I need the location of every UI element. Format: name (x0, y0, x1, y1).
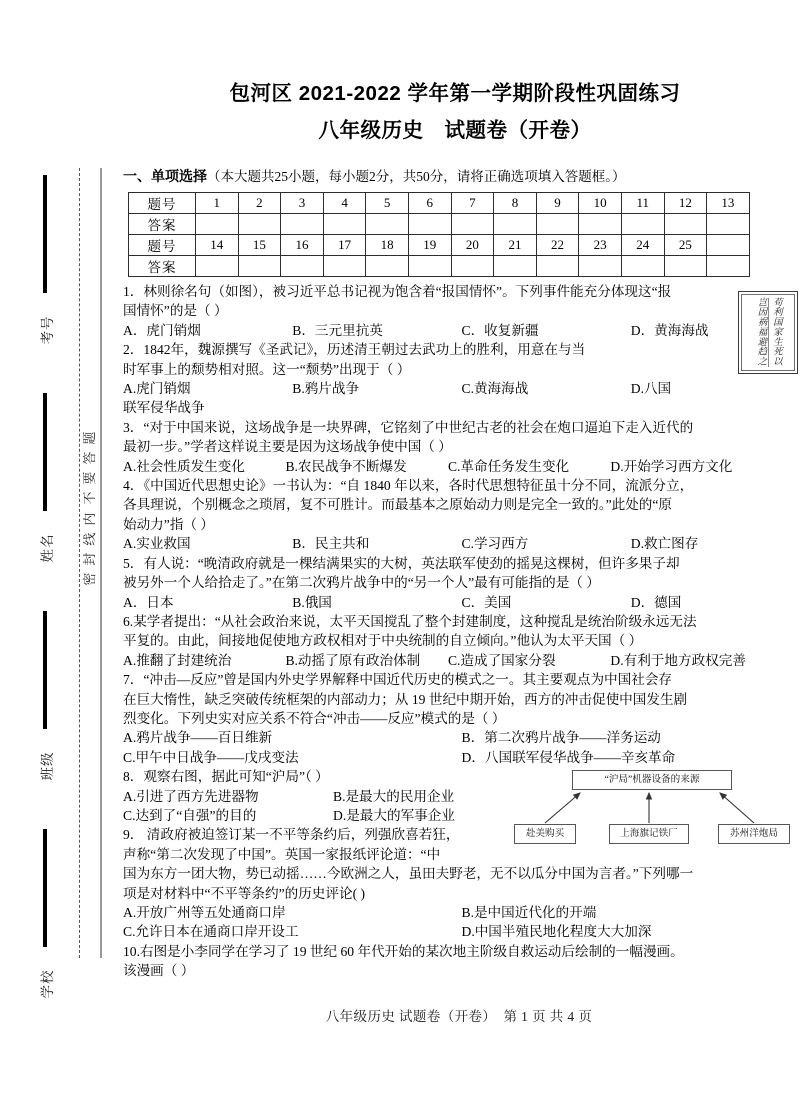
answer-input-cell[interactable] (664, 214, 707, 235)
question-stem: 6.某学者提出：“从社会政治来说，太平天国搅乱了整个封建制度，这种搅乱是统治阶级永远无法 (123, 613, 697, 629)
question-10 (123, 942, 800, 981)
question-stem: 声称“第二次发现了中国”。英国一家报纸评论道：“中 (123, 846, 441, 862)
seal-char: 线 (81, 532, 97, 546)
seal-rule (43, 393, 47, 511)
option-d[interactable]: D．德国 (630, 594, 682, 610)
option-row (123, 651, 800, 670)
table-cell: 9 (536, 193, 579, 214)
answer-input-cell[interactable] (408, 256, 451, 277)
answer-input-cell[interactable] (579, 214, 622, 235)
section-label: 一、单项选择 (123, 168, 207, 184)
option-c[interactable]: C.造成了国家分裂 (447, 652, 556, 668)
seal-label-class: 班级 (40, 751, 55, 781)
table-row (129, 193, 750, 214)
option-c[interactable]: C.学习西方 (461, 536, 529, 552)
table-cell: 6 (408, 193, 451, 214)
option-d[interactable]: D.中国半殖民地化程度大大加深 (461, 924, 652, 940)
calligraphy-divider (768, 298, 769, 367)
option-d[interactable]: D．八国联军侵华战争——辛亥革命 (461, 749, 676, 765)
question-stem: 在巨大惰性，缺乏突破传统框架的内部动力；从 19 世纪中期开始，西方的冲击促使中国发生剧 (123, 691, 688, 707)
question-stem: 4．《中国近代思想史论》一书认为：“自 1840 年以来，各时代思想特征虽十分不同，流派分立， (123, 478, 694, 494)
table-cell: 18 (366, 235, 409, 256)
answer-input-cell[interactable] (366, 256, 409, 277)
option-row (123, 321, 800, 340)
question-stem: 1．林则徐名句（如图），被习近平总书记视为饱含着“报国情怀”。下列事件能充分体现这“报 (123, 284, 672, 299)
table-cell: 10 (579, 193, 622, 214)
option-row (123, 806, 543, 825)
option-a[interactable]: A.社会性质发生变化 (123, 458, 245, 474)
question-stem: 3．“对于中国来说，这场战争是一块界碑，它铭刻了中世纪古老的社会在炮口逼迫下走入近代的 (123, 419, 694, 435)
option-a[interactable]: A．虎门销烟 (123, 322, 201, 338)
seal-char: 不 (81, 491, 97, 506)
option-row (123, 534, 800, 553)
seal-notice-vertical-text (78, 428, 102, 589)
questions-list (123, 282, 800, 981)
question-stem: 项是对材料中“不平等条约”的历史评论( ) (123, 885, 366, 901)
option-row (123, 748, 800, 767)
answer-input-cell[interactable] (281, 256, 324, 277)
table-cell: 16 (281, 235, 324, 256)
answer-input-cell[interactable] (707, 214, 750, 235)
answer-input-cell[interactable] (494, 214, 537, 235)
question-stem: 国为东方一团大物，势已动摇……今欧洲之人，虽田夫野老，无不以瓜分中国为言者。”下列哪一 (123, 866, 694, 882)
answer-input-cell[interactable] (707, 256, 750, 277)
answer-input-cell[interactable] (494, 256, 537, 277)
option-a[interactable]: A.开放广州等五处通商口岸 (123, 905, 286, 920)
flow-arrow-left (545, 793, 580, 823)
question-stem: 该漫画（ ） (123, 963, 195, 979)
seal-char: 内 (81, 512, 97, 526)
option-d[interactable]: D.开始学习西方文化 (610, 458, 733, 474)
table-cell: 22 (536, 235, 579, 256)
answer-input-cell[interactable] (366, 214, 409, 235)
option-d[interactable]: D.是最大的军事企业 (333, 807, 455, 823)
page-title: 包河区 2021-2022 学年第一学期阶段性巩固练习 (229, 82, 681, 105)
answer-input-cell[interactable] (196, 214, 239, 235)
question-stem: 各具理说，个别概念之琐屑，复不可胜计。而最基本之原始动力则是完全一致的。”此处的“原 (123, 497, 673, 513)
table-cell: 12 (664, 193, 707, 214)
question-stem: 烈变化。下列史实对应关系不符合“冲击——反应”模式的是（ ） (123, 710, 506, 726)
seal-binding-strip (0, 0, 118, 1102)
flow-arrow-right (720, 793, 754, 823)
option-row (123, 379, 800, 398)
table-cell: 21 (494, 235, 537, 256)
table-cell: 8 (494, 193, 537, 214)
question-2 (123, 340, 800, 418)
table-cell: 20 (451, 235, 494, 256)
row-label-question-no: 题号 (129, 193, 196, 214)
seal-label-exam-number: 考号 (40, 315, 55, 345)
table-cell: 14 (196, 235, 239, 256)
question-stem: 被另外一个人给拾走了。”在第二次鸦片战争中的“另一个人”最有可能指的是（ ） (123, 575, 600, 591)
question-6 (123, 612, 800, 670)
seal-rule (43, 175, 47, 293)
option-row (123, 457, 800, 476)
table-cell: 17 (323, 235, 366, 256)
seal-char: 封 (81, 552, 97, 566)
option-row (123, 728, 800, 747)
option-c[interactable]: C.革命任务发生变化 (447, 458, 570, 474)
row-label-answer: 答案 (129, 214, 196, 235)
table-cell: 1 (196, 193, 239, 214)
table-row (129, 235, 750, 256)
question-stem: 平复的。由此，间接地促使地方政权相对于中央统制的自立倾向。”他认为太平天国（ ） (123, 633, 643, 649)
page-subtitle: 八年级历史 试题卷（开卷） (318, 119, 592, 142)
seal-char: 答 (81, 451, 97, 465)
option-b[interactable]: B.是最大的民用企业 (333, 788, 455, 804)
option-a[interactable]: A.实业救国 (123, 536, 191, 552)
option-c[interactable]: C．收复新疆 (461, 322, 539, 338)
option-c[interactable]: C．美国 (461, 594, 512, 610)
table-cell: 15 (238, 235, 281, 256)
option-d[interactable]: D.救亡图存 (630, 536, 699, 552)
answer-input-cell[interactable] (238, 256, 281, 277)
option-b[interactable]: B．三元里抗英 (292, 322, 383, 338)
question-stem: 时军事上的颓势相对照。这一“颓势”出现于（ ） (123, 361, 411, 377)
flow-diagram-figure (506, 770, 796, 848)
question-stem: 8．观察右图，据此可知“沪局”（ ） (123, 769, 329, 785)
question-stem: 最初一步。”学者这样说主要是因为这场战争使中国（ ） (123, 439, 452, 455)
answer-input-cell[interactable] (579, 256, 622, 277)
page-footer: 八年级历史 试题卷（开卷） 第 1 页 共 4 页 (325, 1009, 593, 1024)
table-row (129, 214, 750, 235)
seal-label-column (22, 175, 70, 999)
table-cell: 5 (366, 193, 409, 214)
seal-label-school: 学校 (40, 969, 55, 999)
question-stem: 5．有人说：“晚清政府就是一棵结满果实的大树，英法联军使劲的摇晃这棵树，但许多果子却 (123, 555, 680, 571)
question-stem: 10.右图是小李同学在学习了 19 世纪 60 年代开始的某次地主阶级自救运动后绘制的一幅漫画。 (123, 943, 684, 959)
seal-label-name: 姓名 (40, 533, 55, 563)
option-b[interactable]: B.动摇了原有政治体制 (285, 652, 421, 668)
table-cell: 24 (621, 235, 664, 256)
option-b[interactable]: B.农民战争不断爆发 (285, 458, 407, 474)
table-cell: 13 (707, 193, 750, 214)
option-row (123, 787, 543, 806)
answer-input-cell[interactable] (664, 256, 707, 277)
table-cell: 4 (323, 193, 366, 214)
option-b[interactable]: B.是中国近代化的开端 (461, 905, 597, 920)
question-3 (123, 418, 800, 476)
row-label-question-no: 题号 (129, 235, 196, 256)
table-cell: 7 (451, 193, 494, 214)
answer-input-cell[interactable] (621, 214, 664, 235)
table-cell (707, 235, 750, 256)
option-row (123, 922, 800, 941)
calligraphy-inner (741, 294, 795, 371)
flow-node-source-3: 苏州洋炮局 (718, 824, 790, 844)
table-cell: 23 (579, 235, 622, 256)
seal-char: 密 (81, 572, 97, 586)
calligraphy-column-left: 岂因祸福避趋之 (755, 297, 766, 367)
seal-char: 要 (81, 471, 97, 485)
question-stem: 国情怀”的是（ ） (123, 303, 228, 319)
flow-node-source-2: 上海旗记铁厂 (609, 824, 689, 844)
paper-title-block (118, 0, 800, 143)
option-a[interactable]: A.虎门销烟 (123, 381, 191, 397)
section-heading (123, 165, 800, 186)
question-5 (123, 554, 800, 612)
option-row (123, 593, 800, 612)
question-stem: 7．“冲击—反应”曾是国内外史学界解释中国近代历史的模式之一。其主要观点为中国社会存 (123, 672, 673, 688)
table-cell: 3 (281, 193, 324, 214)
option-a[interactable]: A.鸦片战争——百日维新 (123, 730, 273, 746)
option-row (123, 903, 800, 922)
option-b[interactable]: B.俄国 (292, 594, 332, 610)
row-label-answer: 答案 (129, 256, 196, 277)
option-c[interactable]: C.甲午中日战争——戊戌变法 (123, 749, 299, 765)
answer-input-cell[interactable] (238, 214, 281, 235)
table-cell: 11 (621, 193, 664, 214)
answer-input-cell[interactable] (536, 214, 579, 235)
flow-node-title: “沪局”机器设备的来源 (572, 770, 732, 790)
answer-input-cell[interactable] (408, 214, 451, 235)
answer-input-cell[interactable] (323, 256, 366, 277)
answer-input-cell[interactable] (451, 214, 494, 235)
question-stem: 始动力”指（ ） (123, 516, 214, 532)
table-cell: 2 (238, 193, 281, 214)
option-c[interactable]: C.达到了“自强”的目的 (123, 807, 257, 823)
option-a[interactable]: A.引进了西方先进器物 (123, 788, 259, 804)
option-a[interactable]: A.推翻了封建统治 (123, 652, 232, 668)
table-row (129, 256, 750, 277)
calligraphy-figure (738, 291, 798, 374)
seal-char: 题 (81, 431, 97, 445)
question-4 (123, 476, 800, 554)
table-cell: 19 (408, 235, 451, 256)
option-d[interactable]: D.有利于地方政权完善 (610, 652, 746, 668)
flow-node-source-1: 赴美购买 (514, 824, 576, 844)
option-c[interactable]: C.黄海海战 (461, 381, 529, 397)
answer-input-cell[interactable] (621, 256, 664, 277)
answer-input-cell[interactable] (451, 256, 494, 277)
option-d[interactable]: D．黄海海战 (630, 322, 709, 338)
question-stem: 2．1842年，魏源撰写《圣武记》，历述清王朝过去武功上的胜利，用意在与当 (123, 342, 586, 358)
calligraphy-column-right: 苟利国家生死以 (770, 297, 781, 367)
paper-content (118, 0, 800, 1102)
question-7 (123, 670, 800, 767)
option-d[interactable]: D.八国 (630, 381, 672, 397)
question-stem: 9． 清政府被迫签订某一不平等条约后，列强欣喜若狂， (123, 827, 460, 843)
option-c[interactable]: C.允许日本在通商口岸开设工 (123, 924, 299, 940)
section-note: （本大题共25小题，每小题2分，共50分，请将正确选项填入答题框。） (207, 169, 626, 184)
answer-grid-table[interactable] (128, 192, 750, 277)
answer-input-cell[interactable] (536, 256, 579, 277)
question-1 (123, 282, 800, 340)
answer-input-cell[interactable] (323, 214, 366, 235)
option-b[interactable]: B．第二次鸦片战争——洋务运动 (461, 730, 661, 746)
option-a[interactable]: A．日本 (123, 594, 174, 610)
answer-input-cell[interactable] (281, 214, 324, 235)
option-b[interactable]: B．民主共和 (292, 536, 370, 552)
seal-rule (43, 829, 47, 947)
option-d-wrap: 联军侵华战争 (123, 400, 205, 416)
answer-input-cell[interactable] (196, 256, 239, 277)
option-b[interactable]: B.鸦片战争 (292, 381, 360, 397)
table-cell: 25 (664, 235, 707, 256)
seal-rule (43, 611, 47, 729)
